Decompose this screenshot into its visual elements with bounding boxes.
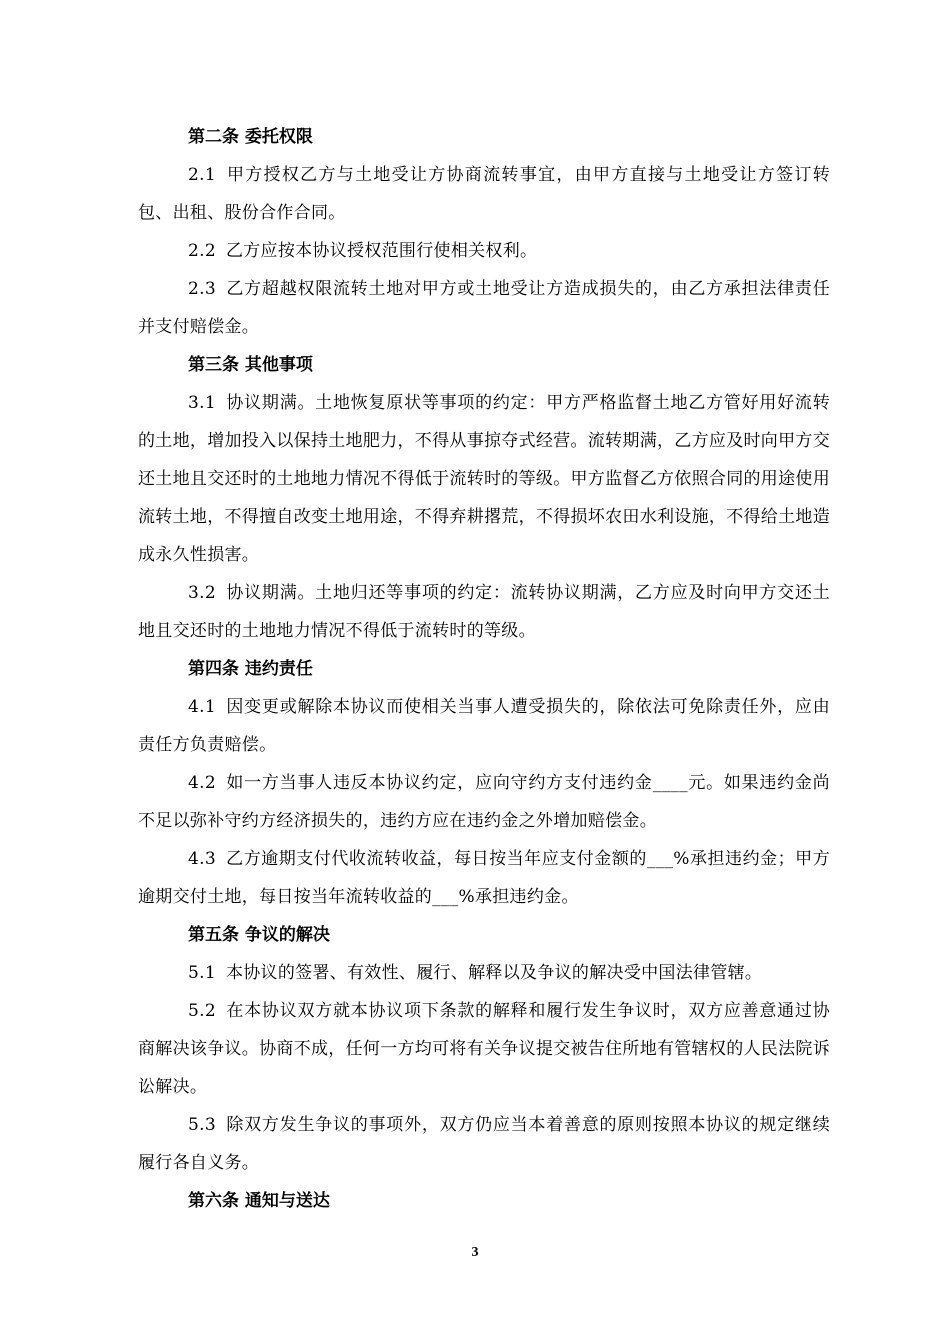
clause-paragraph [138,954,830,992]
clause-text: 乙方逾期支付代收流转收益，每日按当年应支付金额的___%承担违约金；甲方逾期交付土地，每日按当年流转收益的___%承担违约金。 [138,849,830,907]
clause-number: 5.1 [188,963,216,983]
section-heading: 第五条 争议的解决 [188,925,330,945]
page-number: 3 [471,1245,479,1260]
clause-paragraph [138,992,830,1106]
section-heading: 第二条 委托权限 [188,127,313,147]
clause-number: 3.1 [188,393,216,413]
clause-number: 5.2 [188,1001,216,1021]
clause-paragraph [138,232,830,270]
clause-paragraph [138,688,830,764]
clause-text: 乙方超越权限流转土地对甲方或土地受让方造成损失的，由乙方承担法律责任并支付赔偿金。 [138,279,830,337]
section-heading: 第四条 违约责任 [188,659,313,679]
clause-number: 2.2 [188,241,216,261]
clause-text: 如一方当事人违反本协议约定，应向守约方支付违约金____元。如果违约金尚不足以弥补守约方经济损失的，违约方应在违约金之外增加赔偿金。 [138,773,830,831]
clause-paragraph [138,1106,830,1182]
clause-number: 4.2 [188,773,216,793]
clause-number: 4.3 [188,849,216,869]
document-body [138,118,830,1220]
clause-paragraph [138,574,830,650]
clause-paragraph [138,384,830,574]
clause-paragraph [138,840,830,916]
clause-number: 2.1 [188,165,216,185]
clause-paragraph [138,156,830,232]
clause-text: 甲方授权乙方与土地受让方协商流转事宜，由甲方直接与土地受让方签订转包、出租、股份合作合同。 [138,165,830,223]
clause-text: 在本协议双方就本协议项下条款的解释和履行发生争议时，双方应善意通过协商解决该争议。协商不成，任何一方均可将有关争议提交被告住所地有管辖权的人民法院诉讼解决。 [138,1001,830,1097]
clause-number: 2.3 [188,279,216,299]
clause-text: 除双方发生争议的事项外，双方仍应当本着善意的原则按照本协议的规定继续履行各自义务。 [138,1115,830,1173]
clause-text: 本协议的签署、有效性、履行、解释以及争议的解决受中国法律管辖。 [225,963,763,983]
clause-number: 3.2 [188,583,216,603]
clause-text: 乙方应按本协议授权范围行使相关权利。 [225,241,538,261]
section-heading: 第三条 其他事项 [188,355,313,375]
clause-paragraph [138,764,830,840]
clause-text: 协议期满。土地归还等事项的约定：流转协议期满，乙方应及时向甲方交还土地且交还时的土地地力情况不得低于流转时的等级。 [138,583,830,641]
clause-paragraph [138,270,830,346]
clause-number: 5.3 [188,1115,216,1135]
section-heading: 第六条 通知与送达 [188,1191,330,1211]
clause-text: 因变更或解除本协议而使相关当事人遭受损失的，除依法可免除责任外，应由责任方负责赔偿。 [138,697,830,755]
clause-text: 协议期满。土地恢复原状等事项的约定：甲方严格监督土地乙方管好用好流转的土地，增加投入以保持土地肥力，不得从事掠夺式经营。流转期满，乙方应及时向甲方交还土地且交还时的土地地力情况不得低于流转时的等级。甲方监督乙方依照合同的用途使用流转土地，不得擅自改变土地用途，不得弃耕撂荒，不得损坏农田水利设施，不得给土地造成永久性损害。 [138,393,830,565]
clause-number: 4.1 [188,697,216,717]
